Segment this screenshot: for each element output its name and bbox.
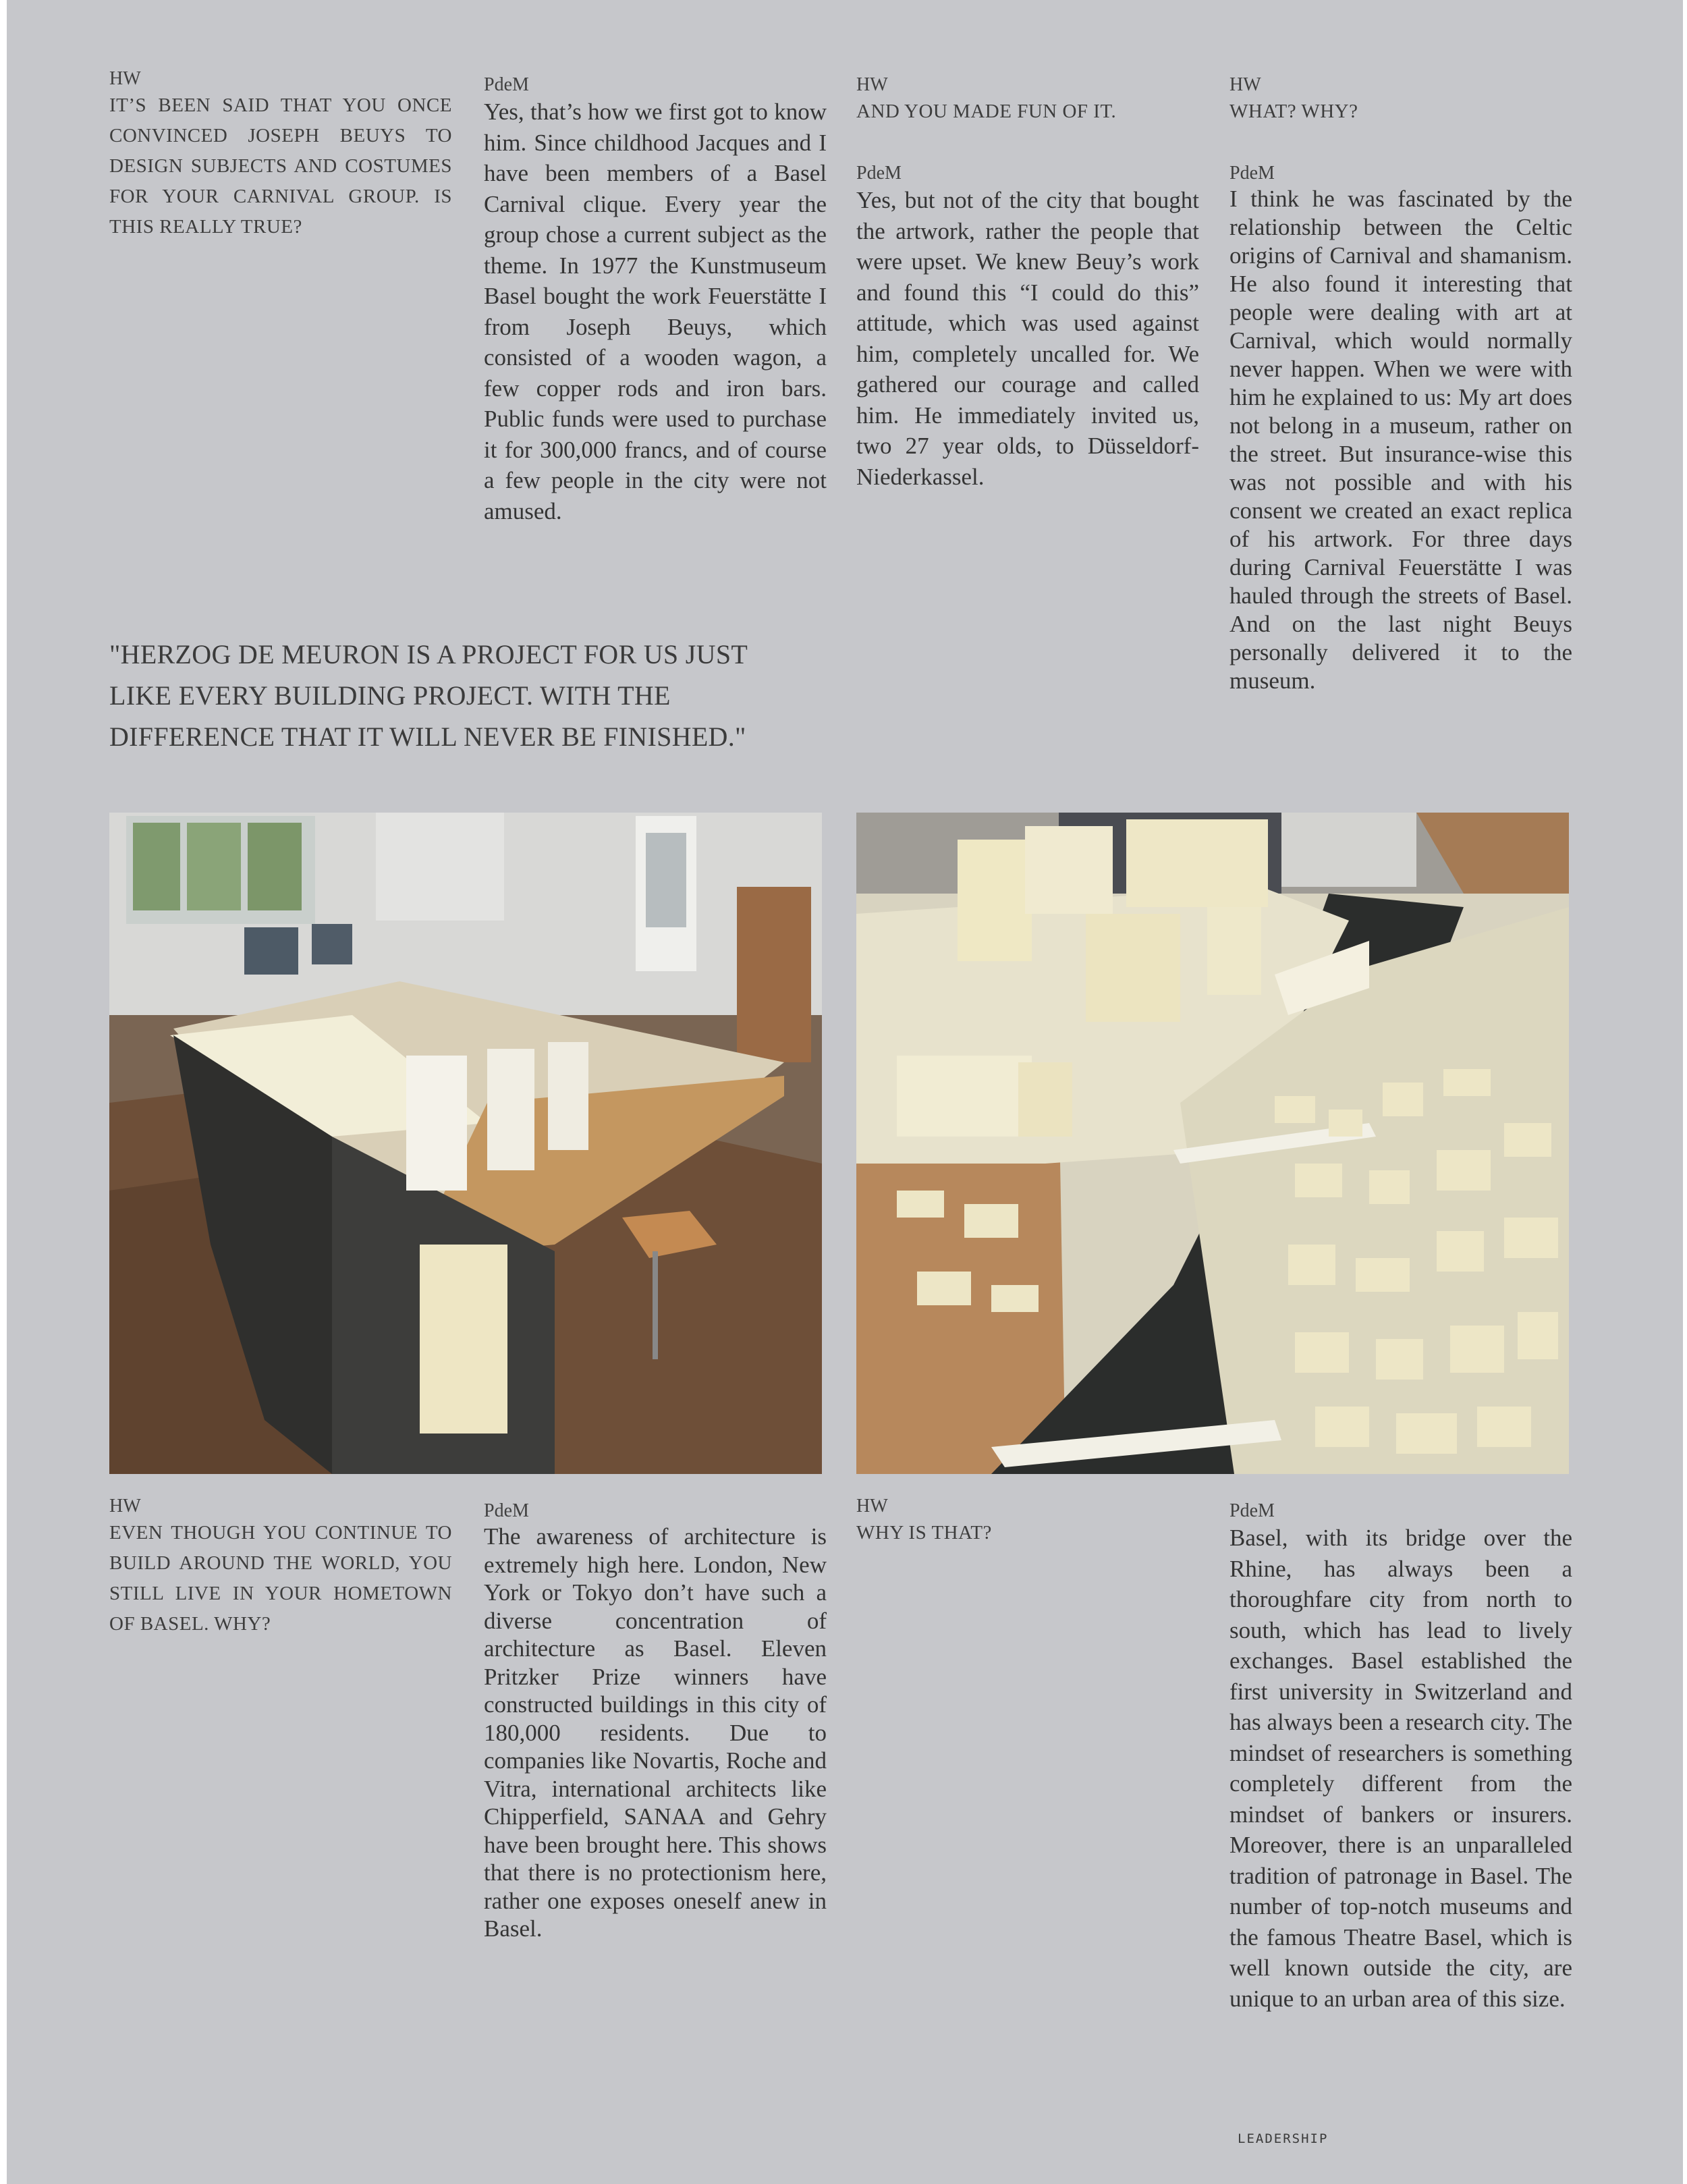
question-column-5 — [109, 1495, 452, 1639]
speaker-label: PdeM — [1229, 1500, 1275, 1521]
answer-column-6 — [484, 1500, 827, 1943]
speaker-label: HW — [1229, 74, 1261, 95]
office-models-photo — [109, 813, 822, 1474]
pull-quote: "HERZOG DE MEURON IS A PROJECT FOR US JUST LIKE EVERY BUILDING PROJECT. WITH THE DIFFERENCE THAT IT WILL NEVER BE FINISHED." — [109, 639, 748, 752]
answer-text: Yes, but not of the city that bought the artwork, rather the people that were upset. We knew Beuy’s work and found this “I could do this” attitude, which was used against him, completely uncalled for. We gathered our courage and called him. He immediately invited us, two 27 year olds, to Düsseldorf-Niederkassel. — [856, 187, 1199, 490]
speaker-label: HW — [109, 68, 141, 89]
question-text: EVEN THOUGH YOU CONTINUE TO BUILD AROUND THE WORLD, YOU STILL LIVE IN YOUR HOMETOWN OF BASEL. WHY? — [109, 1522, 452, 1635]
speaker-label: PdeM — [484, 1500, 529, 1521]
answer-column-2 — [484, 74, 827, 526]
speaker-label: HW — [856, 74, 888, 95]
question-text: WHAT? WHY? — [1229, 101, 1358, 122]
city-model-photo — [856, 813, 1569, 1474]
question-text: IT’S BEEN SAID THAT YOU ONCE CONVINCED JOSEPH BEUYS TO DESIGN SUBJECTS AND COSTUMES FOR YOUR CARNIVAL GROUP. IS THIS REALLY TRUE? — [109, 94, 452, 238]
speaker-label: HW — [856, 1496, 888, 1517]
speaker-label: PdeM — [484, 74, 529, 95]
speaker-label: PdeM — [856, 163, 902, 184]
answer-text: I think he was fascinated by the relationship between the Celtic origins of Carnival and shamanism. He also found it interesting that people were dealing with art at Carnival, which would normally never happen. When we were with him he explained to us: My art does not belong in a museum, rather on the street. But insurance-wise this was not possible and with his consent we created an exact replica of his artwork. For three days during Carnival Feuerstätte I was hauled through the streets of Basel. And on the last night Beuys personally delivered it to the museum. — [1229, 186, 1572, 694]
answer-text: The awareness of architecture is extremely high here. London, New York or Tokyo don’t have such a diverse concentration of architecture as Basel. Eleven Pritzker Prize winners have constructed buildings in this city of 180,000 residents. Due to companies like Novartis, Roche and Vitra, international architects like Chipperfield, SANAA and Gehry have been brought here. This shows that there is no protectionism here, rather one exposes oneself anew in Basel. — [484, 1523, 827, 1942]
qa-column-3 — [856, 74, 1199, 492]
section-footer-label: LEADERSHIP — [1238, 2131, 1329, 2146]
speaker-label: HW — [109, 1496, 141, 1517]
answer-text: Yes, that’s how we first got to know him. Since childhood Jacques and I have been members of a Basel Carnival clique. Every year the group chose a current subject as the theme. In 1977 the Kunstmuseum Basel bought the work Feuerstätte I from Joseph Beuys, which consisted of a wooden wagon, a few copper rods and iron bars. Public funds were used to purchase it for 300,000 francs, and of course a few people in the city were not amused. — [484, 99, 827, 524]
question-column-7 — [856, 1495, 1199, 1548]
speaker-label: PdeM — [1229, 163, 1275, 184]
answer-text: Basel, with its bridge over the Rhine, has always been a thoroughfare city from north to south, which has lead to lively exchanges. Basel established the first university in Switzerland and has always been a research city. The mindset of researchers is something completely different from the mindset of bankers or insurers. Moreover, there is an unparalleled tradition of patronage in Basel. The number of top-notch museums and the famous Theatre Basel, which is well known outside the city, are unique to an urban area of this size. — [1229, 1525, 1572, 2012]
question-column-1 — [109, 67, 452, 242]
qa-column-4 — [1229, 74, 1572, 695]
answer-column-8 — [1229, 1500, 1572, 2014]
question-text: AND YOU MADE FUN OF IT. — [856, 101, 1117, 122]
question-text: WHY IS THAT? — [856, 1522, 992, 1544]
